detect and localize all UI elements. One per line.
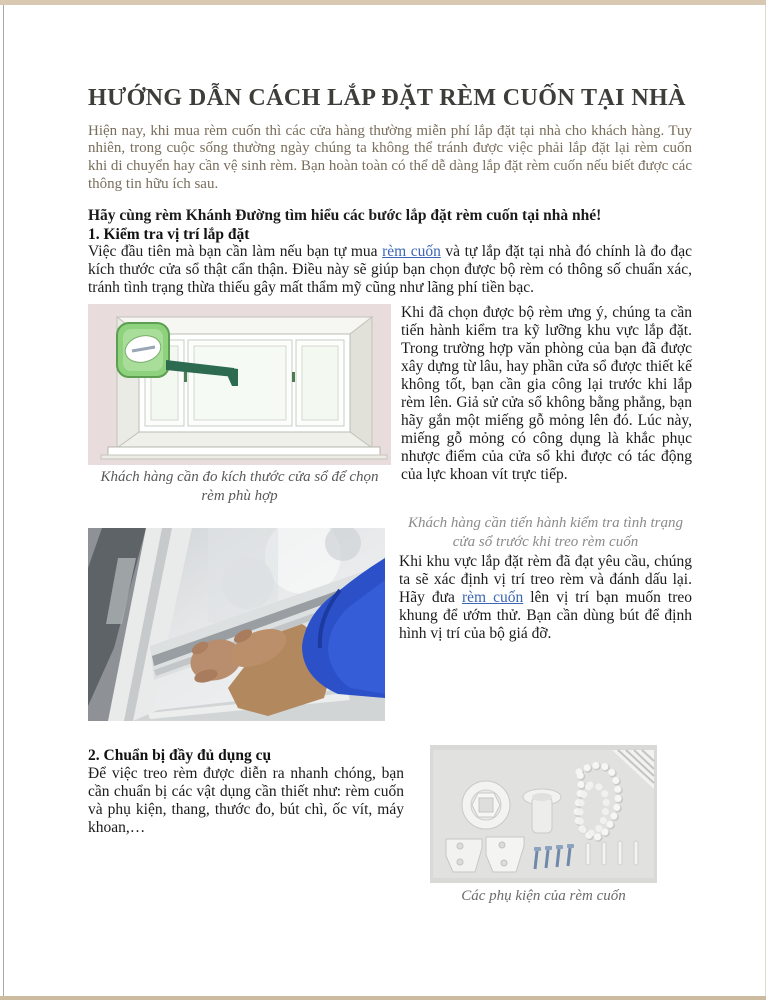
caption-accessories: Các phụ kiện của rèm cuốn xyxy=(461,887,626,904)
section1-paragraph2 xyxy=(399,553,692,643)
window-tape-image xyxy=(88,304,391,465)
page-border-bottom xyxy=(0,996,766,1000)
roller-blind-accessories-photo xyxy=(430,745,657,883)
intro-paragraph: Hiện nay, khi mua rèm cuốn thì các cửa hàng thường miễn phí lắp đặt tại nhà cho khách hàng. Tuy nhiên, trong cuộc sống thường ngày chúng ta không thể tránh được việc phải lắp đặt lại rèm cuốn khi di chuyển hay cần vệ sinh rèm. Bạn hoàn toàn có thể dễ dàng lắp đặt rèm cuốn nếu biết được các thông tin hữu ích sau. xyxy=(88,122,692,192)
hands-install-image xyxy=(88,528,385,721)
section1-heading: 1. Kiểm tra vị trí lắp đặt xyxy=(88,225,250,243)
accessories-image xyxy=(430,745,657,883)
para2-text-after: lên vị trí bạn muốn treo khung để ướm thử. Bạn cần dùng bút để định hình vị trí của bộ giá đỡ. xyxy=(399,589,692,643)
rem-cuon-link-1[interactable]: rèm cuốn xyxy=(382,243,441,261)
section2-text-column xyxy=(88,745,404,837)
figure-install-column xyxy=(88,528,385,721)
para1-text-before: Việc đầu tiên mà bạn cần làm nếu bạn tự mua xyxy=(88,243,383,261)
window-installation-photo xyxy=(88,528,385,721)
section1-paragraph1 xyxy=(88,243,692,297)
section1-check-column xyxy=(399,514,692,643)
rem-cuon-link-2[interactable]: rèm cuốn xyxy=(461,589,524,607)
section2-row xyxy=(88,745,692,906)
para2-text-before: Khi khu vực lắp đặt rèm đã đạt yêu cầu, chúng ta sẽ xác định vị trí treo rèm và đánh dấu lại. Hãy đưa xyxy=(399,553,692,607)
page-title: HƯỚNG DẪN CÁCH LẮP ĐẶT RÈM CUỐN TẠI NHÀ xyxy=(88,85,686,111)
figure-measure-column xyxy=(88,304,391,506)
section2-paragraph: Để việc treo rèm được diễn ra nhanh chóng, bạn cần chuẩn bị các vật dụng cần thiết như: rèm cuốn và phụ kiện, thang, thước đo, bút chì, ốc vít, máy khoan,… xyxy=(88,764,404,836)
section1-row-measure xyxy=(88,304,692,506)
lead-paragraph: Hãy cùng rèm Khánh Đường tìm hiểu các bước lắp đặt rèm cuốn tại nhà nhé! xyxy=(88,206,602,224)
caption-measure-window: Khách hàng cần đo kích thước cửa sổ để chọn rèm phù hợp xyxy=(100,469,379,505)
window-measuring-illustration xyxy=(88,304,391,465)
section1-side-paragraph: Khi đã chọn được bộ rèm ưng ý, chúng ta cần tiến hành kiểm tra kỹ lưỡng khu vực lắp đặt. Trong trường hợp văn phòng của bạn đã được xây dựng từ lâu, hay phần cửa sổ được thiết kế không tốt, bạn cần gia công lại trước khi lắp rèm lên. Giả sử cửa sổ không bằng phẳng, bạn hãy gắn một miếng gỗ mỏng lên đó. Lúc này, miếng gỗ mỏng có công dụng là khắc phục nhược điểm của cửa sổ khi được có tác động của lực khoan vít trực tiếp. xyxy=(401,304,692,484)
page-border-top xyxy=(0,0,766,5)
page-border-left xyxy=(3,5,4,996)
section2-heading: 2. Chuẩn bị đầy đủ dụng cụ xyxy=(88,746,272,764)
para1-text-after: và tự lắp đặt tại nhà đó chính là đo đạc kích thước cửa sổ thật cẩn thận. Điều này sẽ giúp bạn chọn được bộ rèm có thông số chuẩn xác, tránh tình trạng thừa thiếu gây mất thẩm mỹ cũng như lãng phí tiền bạc. xyxy=(88,243,692,297)
section1-row-install xyxy=(88,514,692,721)
section1-side-column xyxy=(401,304,692,484)
caption-check-window: Khách hàng cần tiến hành kiểm tra tình trạng cửa sổ trước khi treo rèm cuốn xyxy=(408,514,683,550)
figure-accessories-column xyxy=(430,745,657,906)
